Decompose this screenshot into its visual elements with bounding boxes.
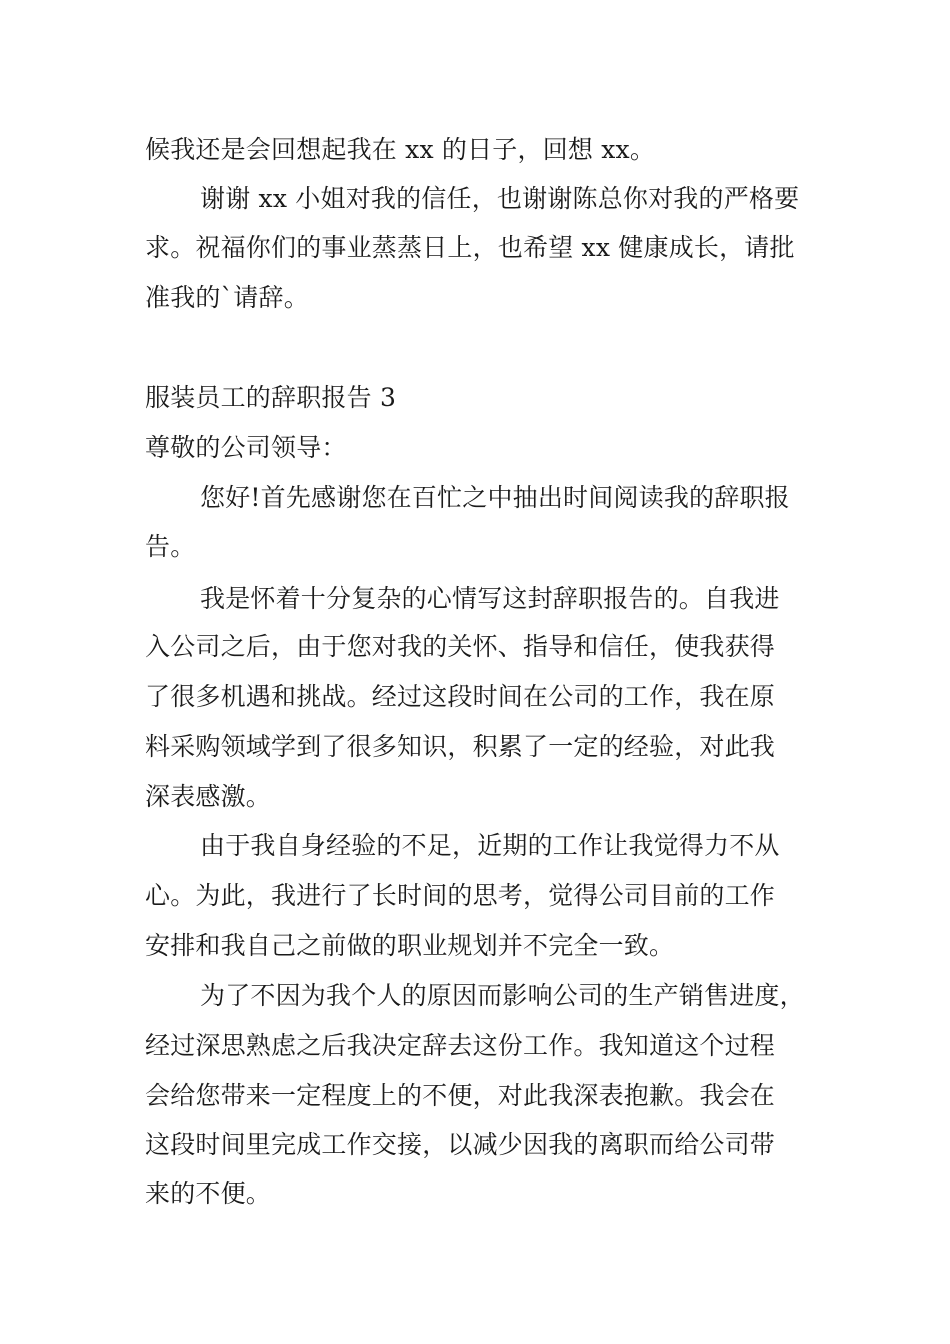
paragraph-start-line: 为了不因为我个人的原因而影响公司的生产销售进度，: [200, 981, 805, 1010]
text-line: 告。: [145, 532, 196, 561]
text-line: 安排和我自己之前做的职业规划并不完全一致。: [145, 931, 675, 960]
text-line: 候我还是会回想起我在 xx 的日子，回想 xx。: [145, 135, 656, 164]
paragraph-start-line: 我是怀着十分复杂的心情写这封辞职报告的。自我进: [200, 584, 780, 613]
text-line: 深表感激。: [145, 782, 272, 811]
text-line: 料采购领域学到了很多知识，积累了一定的经验，对此我: [145, 732, 776, 761]
text-line: 心。为此，我进行了长时间的思考，觉得公司目前的工作: [145, 881, 776, 910]
text-line: 了很多机遇和挑战。经过这段时间在公司的工作，我在原: [145, 682, 776, 711]
section-heading: 服装员工的辞职报告 3: [145, 383, 397, 412]
text-line: 准我的`请辞。: [145, 283, 309, 312]
text-line: 来的不便。: [145, 1179, 272, 1208]
paragraph-start-line: 您好!首先感谢您在百忙之中抽出时间阅读我的辞职报: [200, 483, 790, 512]
text-line: 求。祝福你们的事业蒸蒸日上，也希望 xx 健康成长，请批: [145, 233, 795, 262]
text-line: 会给您带来一定程度上的不便，对此我深表抱歉。我会在: [145, 1081, 776, 1110]
salutation: 尊敬的公司领导：: [145, 433, 347, 462]
text-line: 这段时间里完成工作交接，以减少因我的离职而给公司带: [145, 1130, 776, 1159]
text-line: 入公司之后，由于您对我的关怀、指导和信任，使我获得: [145, 632, 776, 661]
text-line: 经过深思熟虑之后我决定辞去这份工作。我知道这个过程: [145, 1031, 776, 1060]
paragraph-start-line: 由于我自身经验的不足，近期的工作让我觉得力不从: [200, 831, 780, 860]
paragraph-start-line: 谢谢 xx 小姐对我的信任，也谢谢陈总你对我的严格要: [200, 184, 800, 213]
